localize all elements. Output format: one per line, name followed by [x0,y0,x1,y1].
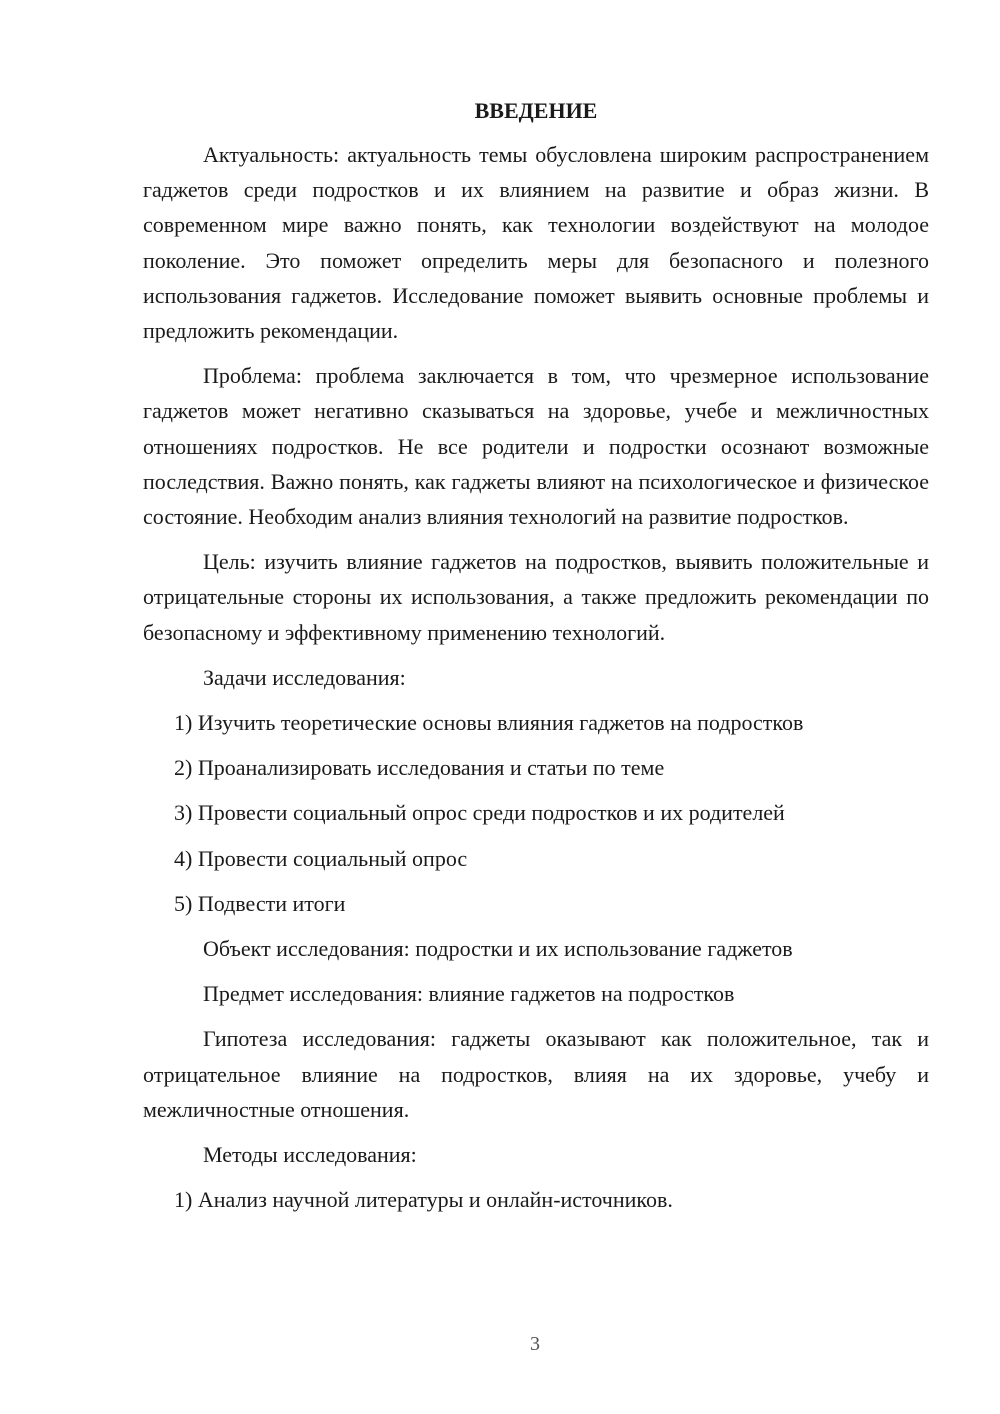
tasks-title: Задачи исследования: [203,664,406,690]
page-content [143,93,929,1227]
method-item: 1) Анализ научной литературы и онлайн-источников. [174,1187,673,1213]
methods-title: Методы исследования: [203,1142,417,1168]
section-heading: ВВЕДЕНИЕ [474,98,598,123]
relevance-paragraph: Актуальность: актуальность темы обусловлена широким распространением гаджетов среди подростков и их влиянием на развитие и образ жизни. В современном мире важно понять, как технологии воздействуют на молодое поколение. Это поможет определить меры для безопасного и полезного использования гаджетов. Исследование поможет выявить основные проблемы и предложить рекомендации. [143,142,929,344]
task-item: 2) Проанализировать исследования и статьи по теме [174,755,665,781]
problem-paragraph: Проблема: проблема заключается в том, что чрезмерное использование гаджетов может негативно сказываться на здоровье, учебе и межличностных отношениях подростков. Не все родители и подростки осознают возможные последствия. Важно понять, как гаджеты влияют на психологическое и физическое состояние. Необходим анализ влияния технологий на развитие подростков. [143,363,929,530]
object-line: Объект исследования: подростки и их использование гаджетов [203,936,793,962]
page-number: 3 [530,1333,540,1355]
goal-paragraph: Цель: изучить влияние гаджетов на подростков, выявить положительные и отрицательные стороны их использования, а также предложить рекомендации по безопасному и эффективному применению технологий. [143,549,929,645]
task-item: 5) Подвести итоги [174,890,346,916]
task-item: 3) Провести социальный опрос среди подростков и их родителей [174,800,785,826]
hypothesis-paragraph: Гипотеза исследования: гаджеты оказывают как положительное, так и отрицательное влияние на подростков, влияя на их здоровье, учебу и межличностные отношения. [143,1026,929,1122]
task-item: 4) Провести социальный опрос [174,845,468,871]
task-item: 1) Изучить теоретические основы влияния гаджетов на подростков [174,710,804,736]
subject-line: Предмет исследования: влияние гаджетов на подростков [203,981,735,1007]
